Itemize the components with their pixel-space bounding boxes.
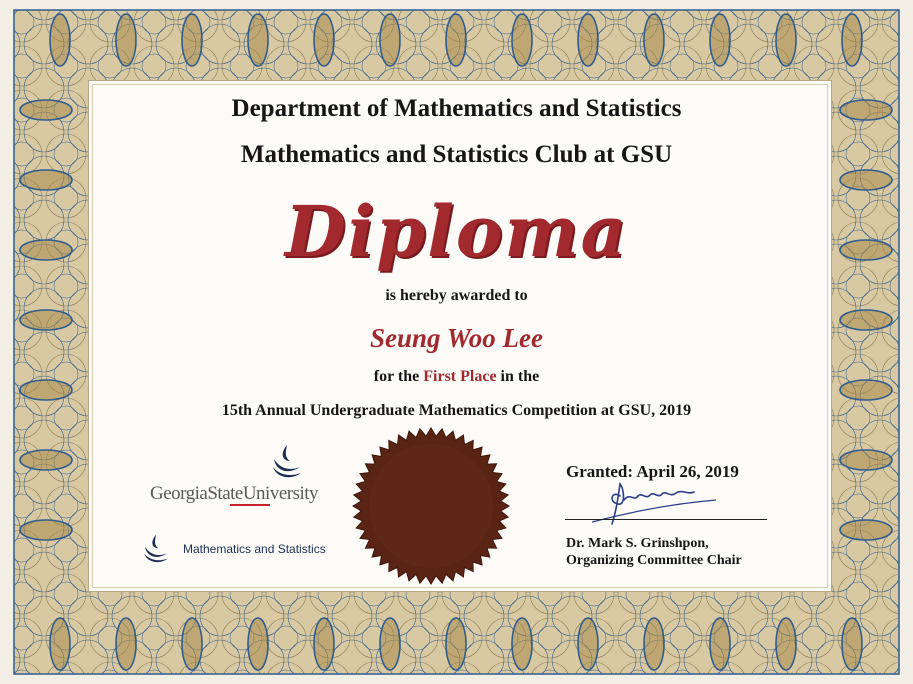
gsu-flame-icon [270,443,304,483]
club-heading: Mathematics and Statistics Club at GSU [240,141,673,168]
signature [590,478,720,528]
competition-name: 15th Annual Undergraduate Mathematics Competition at GSU, 2019 [221,402,692,419]
signature-line [565,519,767,520]
university-logo-text: GeorgiaStateUniversity [150,483,319,504]
awarded-text: is hereby awarded to [385,287,528,304]
signer-name: Dr. Mark S. Grinshpon, [566,536,709,551]
diploma-title: Diploma [285,190,628,273]
recipient-name: Seung Woo Lee [369,323,543,353]
gsu-flame-icon [141,533,171,567]
gold-seal [352,427,510,585]
award-suffix: in the [496,368,540,385]
department-logo-text: Mathematics and Statistics [183,542,326,556]
logo-underline [230,504,270,506]
granted-date: Granted: April 26, 2019 [566,462,739,481]
signer-title: Organizing Committee Chair [566,553,742,568]
award-line [0,368,913,386]
award-prefix: for the [373,368,424,385]
department-heading: Department of Mathematics and Statistics [231,95,682,122]
award-place: First Place [423,368,497,385]
